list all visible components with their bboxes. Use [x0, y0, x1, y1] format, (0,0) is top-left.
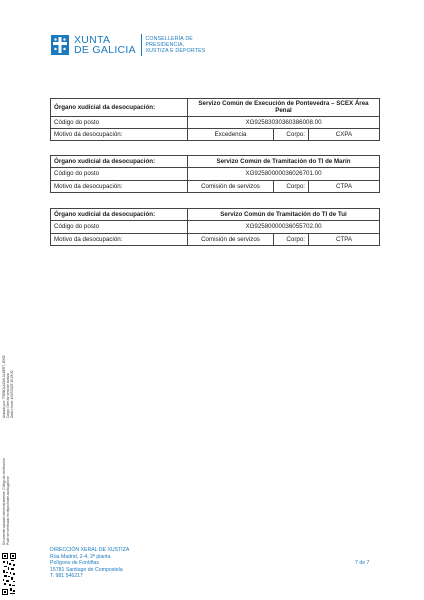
footer-address [50, 547, 129, 580]
organo-label: Órgano xudicial da desocupación: [51, 156, 188, 168]
logo-divider [141, 34, 142, 56]
organo-value: Servizo Común de Execución de Pontevedra – SCEX Área Penal [188, 99, 380, 117]
motivo-value: Comisión de servizos [188, 233, 274, 245]
signature-block [3, 355, 14, 418]
motivo-label: Motivo da desocupación: [51, 129, 188, 141]
logo-wordmark [74, 35, 136, 55]
footer-line-2: Rúa Madrid, 2-4, 2ª planta [50, 553, 111, 560]
motivo-value: Excedencia [188, 129, 274, 141]
verification-line-2: Pode ser verificado en https://sede.xunta.gal/cve [5, 476, 10, 545]
signature-line-2: Cargo: Director xeral de xustiza [5, 373, 10, 418]
organo-value: Servizo Común de Tramitación do TI de Marín [188, 156, 380, 168]
corpo-label: Corpo: [274, 180, 309, 192]
footer-line-1: DIRECCIÓN XERAL DE XUSTIZA [50, 547, 130, 553]
codigo-label: Código do posto [51, 168, 188, 180]
corpo-value: CTPA [309, 233, 380, 245]
footer-line-3: Polígono de Fontiñas [50, 560, 100, 567]
motivo-value: Comisión de servizos [188, 180, 274, 192]
motivo-label: Motivo da desocupación: [51, 180, 188, 192]
codigo-value: XG92583030360386008.00 [188, 116, 380, 128]
corpo-value: CXPA [309, 129, 380, 141]
signature-line-3: Data e hora: 19/07/2025 15:23:32 [9, 370, 14, 418]
vacancy-table-3 [50, 208, 380, 246]
verification-line-1: Documento asinado electronicamente. Código de verificación [2, 458, 6, 545]
dept-line-2: PRESIDENCIA, [145, 42, 185, 48]
qr-code [2, 553, 16, 595]
xunta-logo [51, 34, 205, 56]
footer-line-4: 15781 Santiago de Compostela [50, 566, 123, 573]
department-name [145, 36, 205, 54]
xunta-cross-icon [51, 35, 69, 55]
vacancy-table-2 [50, 155, 380, 193]
organo-value: Servizo Común de Tramitación do TI de Tui [188, 209, 380, 221]
verification-note [3, 458, 11, 545]
codigo-value: XG92580000036026701.00 [188, 168, 380, 180]
dept-line-3: XUSTIZA E DEPORTES [145, 48, 206, 54]
codigo-value: XG92580000036055702.00 [188, 221, 380, 233]
dept-line-1: CONSELLERÍA DE [145, 36, 193, 42]
motivo-label: Motivo da desocupación: [51, 233, 188, 245]
organo-label: Órgano xudicial da desocupación: [51, 99, 188, 117]
corpo-label: Corpo: [274, 129, 309, 141]
vacancy-table-1 [50, 98, 380, 141]
corpo-label: Corpo: [274, 233, 309, 245]
logo-line-2: DE GALICIA [74, 44, 136, 56]
signature-line-1: Asinado por: TREBOLAZAN ALBERT, JOSE [2, 355, 6, 418]
footer-line-5: T. 981 546217 [50, 573, 83, 580]
page-number: 7 de 7 [355, 560, 370, 566]
logo-line-1: XUNTA [74, 34, 111, 46]
codigo-label: Código do posto [51, 116, 188, 128]
codigo-label: Código do posto [51, 221, 188, 233]
organo-label: Órgano xudicial da desocupación: [51, 209, 188, 221]
corpo-value: CTPA [309, 180, 380, 192]
